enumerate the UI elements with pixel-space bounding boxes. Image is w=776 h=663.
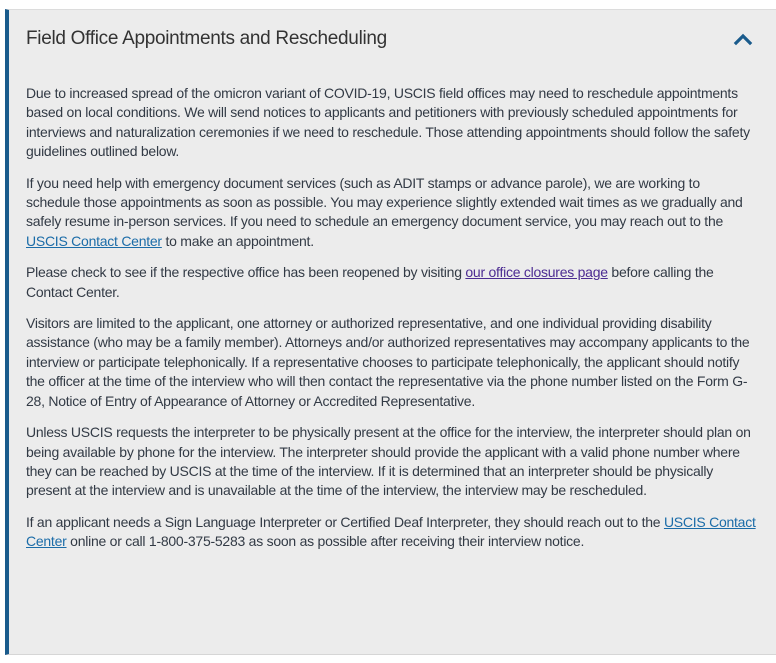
paragraph-text: If you need help with emergency document services (such as ADIT stamps or advance parole), we are working to schedule those appointments as soon as possible. You may experience slightly extended wait times as we gradually and safely resume in-person services. If you need to schedule an emergency document service, you may reach out to the [26,174,743,230]
accordion-content [9,68,776,552]
accordion-header[interactable] [9,10,776,68]
contact-center-link[interactable]: USCIS Contact Center [26,232,162,249]
paragraph [26,263,756,302]
office-closures-link[interactable]: our office closures page [465,264,608,281]
paragraph-text: Please check to see if the respective office has been reopened by visiting [26,264,466,281]
chevron-up-icon[interactable] [732,28,754,50]
paragraph [26,513,756,552]
accordion-title: Field Office Appointments and Rescheduling [26,28,387,49]
accordion-panel [5,9,776,655]
paragraph-text: before calling the Contact Center. [26,264,714,300]
paragraph: Visitors are limited to the applicant, one attorney or authorized representative, and one individual providing disability assistance (who may be a family member). Attorneys and/or authorized representatives may accompany applicants to the interview or participate telephonically. If a representative chooses to participate telephonically, the applicant should notify the officer at the time of the interview who will then contact the representative via the phone number listed on the Form G-28, Notice of Entry of Appearance of Attorney or Accredited Representative. [26,315,750,409]
paragraph [26,174,756,252]
contact-center-link[interactable]: USCIS Contact Center [26,513,756,550]
paragraph: Unless USCIS requests the interpreter to be physically present at the office for the interview, the interpreter should plan on being available by phone for the interview. The interpreter should provide the applicant with a valid phone number where they can be reached by USCIS at the time of the interview. If it is determined that an interpreter should be physically present at the interview and is unavailable at the time of the interview, the interview may be rescheduled. [26,424,751,499]
paragraph-text: If an applicant needs a Sign Language Interpreter or Certified Deaf Interpreter, they should reach out to the [26,513,664,530]
paragraph-text: to make an appointment. [161,232,314,249]
paragraph-text: online or call 1-800-375-5283 as soon as possible after receiving their interview notice. [66,533,585,550]
paragraph: Due to increased spread of the omicron variant of COVID-19, USCIS field offices may need to reschedule appointments based on local conditions. We will send notices to applicants and petitioners with previously scheduled appointments for interviews and naturalization ceremonies if we need to reschedule. Those attending appointments should follow the safety guidelines outlined below. [26,85,750,160]
